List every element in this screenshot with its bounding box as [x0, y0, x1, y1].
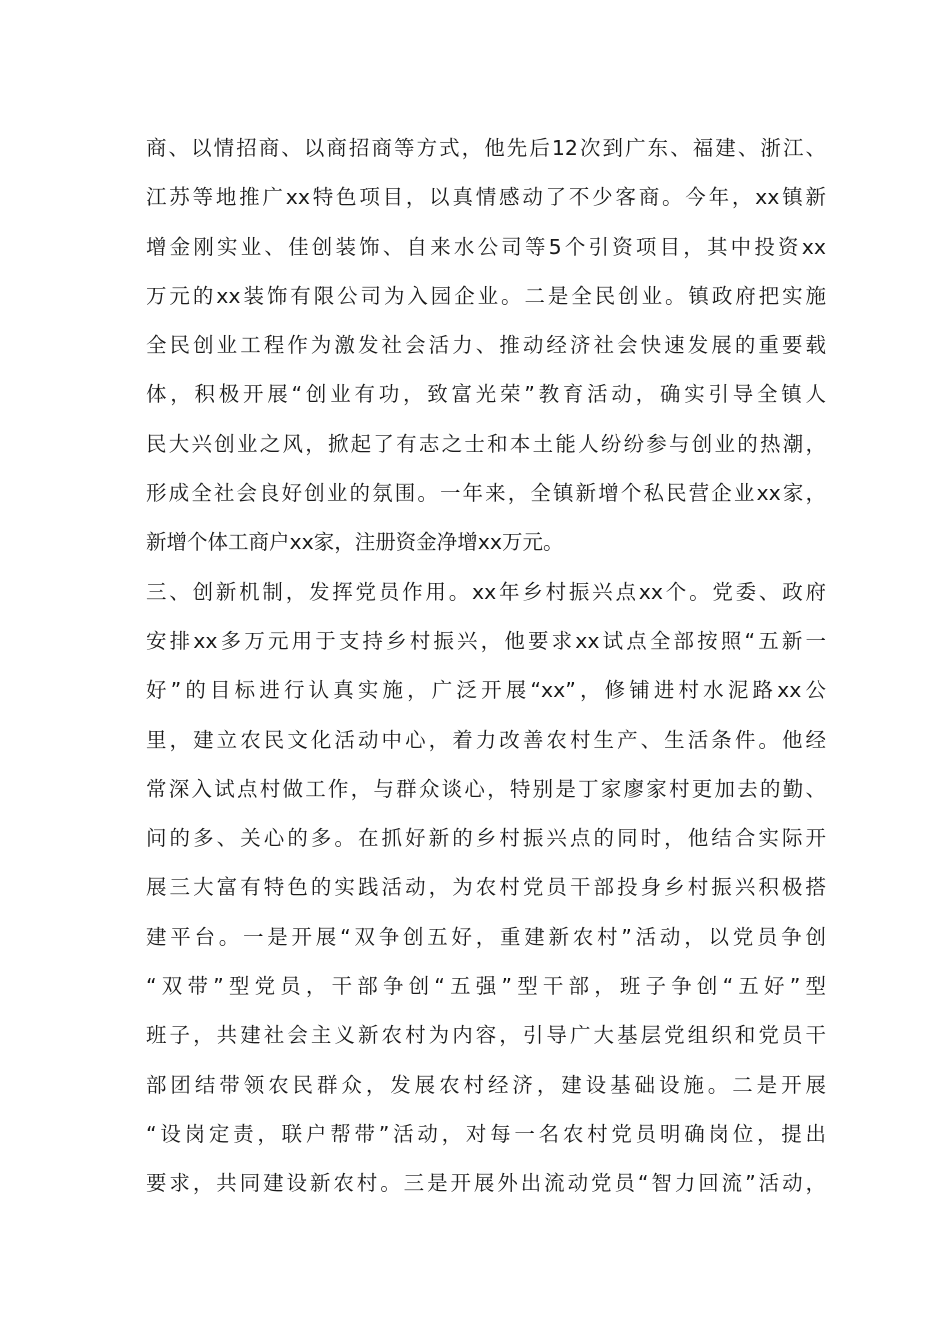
- body-text: [146, 124, 826, 1209]
- text-line: 问的多、关心的多。在抓好新的乡村振兴点的同时，他结合实际开: [146, 826, 826, 851]
- text-line: 班子，共建社会主义新农村为内容，引导广大基层党组织和党员干: [146, 1023, 826, 1048]
- text-line: 民大兴创业之风，掀起了有志之士和本土能人纷纷参与创业的热潮，: [146, 431, 826, 456]
- text-line: 商、以情招商、以商招商等方式，他先后12次到广东、福建、浙江、: [146, 136, 826, 160]
- text-line: 全民创业工程作为激发社会活力、推动经济社会快速发展的重要载: [146, 333, 826, 358]
- text-line: 江苏等地推广xx特色项目，以真情感动了不少客商。今年，xx镇新: [146, 185, 826, 210]
- text-line: 形成全社会良好创业的氛围。一年来，全镇新增个私民营企业xx家，: [146, 481, 826, 506]
- text-line: 常深入试点村做工作，与群众谈心，特别是丁家廖家村更加去的勤、: [146, 776, 826, 801]
- text-line: 展三大富有特色的实践活动，为农村党员干部投身乡村振兴积极搭: [146, 875, 826, 900]
- text-line: 体，积极开展“创业有功，致富光荣”教育活动，确实引导全镇人: [146, 382, 826, 407]
- text-line: 增金刚实业、佳创装饰、自来水公司等5个引资项目，其中投资xx: [146, 234, 826, 259]
- text-line: “双带”型党员，干部争创“五强”型干部，班子争创“五好”型: [146, 974, 826, 999]
- text-line: 建平台。一是开展“双争创五好，重建新农村”活动，以党员争创: [146, 924, 826, 949]
- text-line: “设岗定责，联户帮带”活动，对每一名农村党员明确岗位，提出: [146, 1121, 826, 1146]
- text-line: 好”的目标进行认真实施，广泛开展“xx”，修铺进村水泥路xx公: [146, 678, 826, 703]
- text-line: 万元的xx装饰有限公司为入园企业。二是全民创业。镇政府把实施: [146, 283, 826, 308]
- section-heading-line: 三、创新机制，发挥党员作用。xx年乡村振兴点xx个。党委、政府: [146, 579, 826, 604]
- text-line: 安排xx多万元用于支持乡村振兴，他要求xx试点全部按照“五新一: [146, 628, 826, 653]
- text-line: 部团结带领农民群众，发展农村经济，建设基础设施。二是开展: [146, 1072, 826, 1097]
- text-line-paragraph-end: 新增个体工商户xx家，注册资金净增xx万元。: [146, 530, 564, 555]
- text-line: 要求，共同建设新农村。三是开展外出流动党员“智力回流”活动，: [146, 1171, 826, 1196]
- text-line: 里，建立农民文化活动中心，着力改善农村生产、生活条件。他经: [146, 727, 826, 752]
